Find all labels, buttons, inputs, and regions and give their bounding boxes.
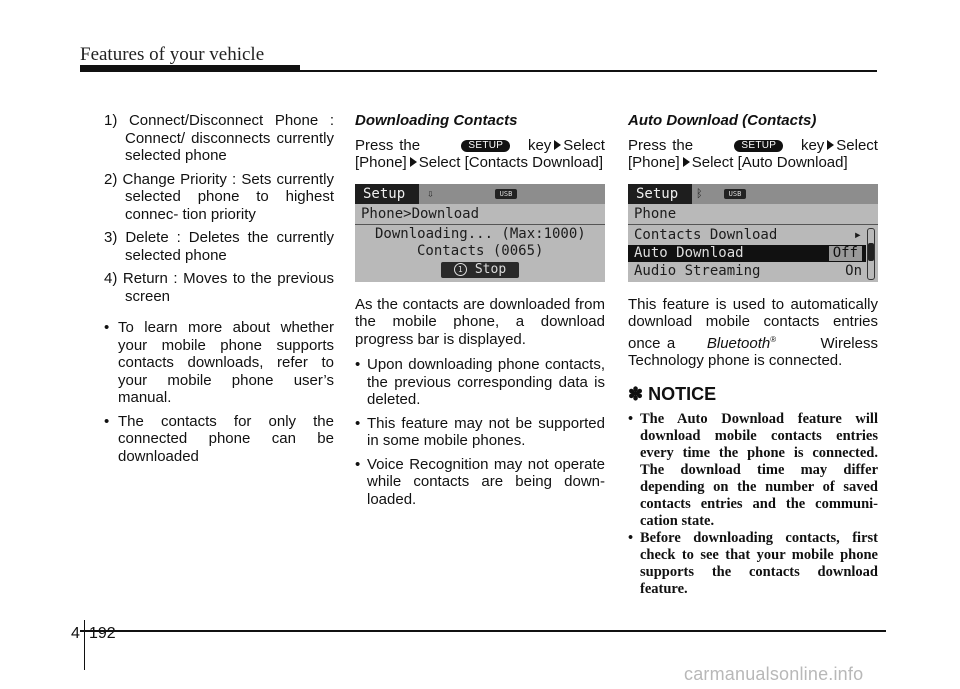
bullet-note: • Upon downloading phone contacts, the previous corresponding data is deleted.	[355, 356, 605, 409]
menu-item-desc-1: 1) Connect/Disconnect Phone : Connect/ disconnects currently selected phone	[104, 112, 334, 164]
arrow-right-icon	[410, 157, 417, 167]
screen-path: Phone	[634, 205, 677, 222]
instruction-text: Select [Contacts Download]	[418, 154, 603, 171]
usb-icon: USB	[495, 189, 517, 199]
menu-row-contacts-download[interactable]	[628, 227, 866, 244]
registered-mark: ®	[770, 334, 777, 344]
column-1	[104, 112, 334, 471]
instruction-paragraph	[628, 137, 878, 172]
notice-block	[628, 411, 878, 598]
menu-item-desc-2: 2) Change Priority : Sets currently selected phone to highest connec- tion priority	[104, 170, 334, 223]
screen-tab-setup: Setup	[355, 184, 419, 204]
footer-divider	[84, 620, 85, 670]
description-text: Wireless Technology phone is connected.	[628, 334, 878, 369]
screen-contacts-count: Contacts (0065)	[417, 242, 544, 259]
screen-tab-setup: Setup	[628, 184, 692, 204]
instruction-paragraph	[355, 137, 605, 172]
screen-progress-text: Downloading... (Max:1000)	[375, 225, 586, 242]
download-icon: ⇩	[427, 186, 434, 200]
description-paragraph: As the contacts are downloaded from the mobile phone, a download progress bar is displayed.	[355, 295, 605, 348]
setup-key-badge: SETUP	[734, 140, 783, 152]
instruction-text: key	[800, 136, 825, 154]
notice-heading: ✽ NOTICE	[628, 383, 717, 404]
bullet-note: • To learn more about whether your mobile phone supports contacts downloads, refer to your mobile phone user’s manual.	[104, 319, 334, 407]
header-rule-thin	[300, 70, 877, 72]
header-rule-thick	[80, 65, 300, 72]
instruction-text: Press the	[628, 136, 694, 154]
instruction-text: [Phone]	[355, 154, 407, 171]
row-label: Contacts Download	[634, 226, 778, 243]
menu-item-desc-4: 4) Return : Moves to the previous screen	[104, 270, 334, 305]
bullet-note: • The contacts for only the connected phone can be downloaded	[104, 413, 334, 466]
screen-path: Phone>Download	[361, 205, 480, 222]
section-heading-downloading-contacts: Downloading Contacts	[355, 112, 518, 129]
arrow-right-icon	[554, 140, 561, 150]
arrow-right-icon	[827, 140, 834, 150]
arrow-right-icon	[683, 157, 690, 167]
bullet-note: • Voice Recognition may not operate while contacts are being down- loaded.	[355, 456, 605, 509]
page-number: 192	[89, 625, 116, 642]
menu-row-auto-download[interactable]	[628, 245, 866, 262]
setup-key-badge: SETUP	[461, 140, 510, 152]
stop-label: Stop	[474, 261, 507, 277]
stop-button[interactable]	[441, 262, 519, 278]
toggle-value: On	[845, 262, 862, 279]
instruction-text: key	[527, 136, 552, 154]
screen-divider	[355, 224, 605, 225]
chevron-right-icon: ▸	[853, 226, 862, 243]
bullet-note: • This feature may not be supported in some mobile phones.	[355, 415, 605, 450]
section-heading-auto-download: Auto Download (Contacts)	[628, 112, 817, 129]
notice-bullet: • Before downloading contacts, first check to see that your mobile phone supports the contacts download feature.	[628, 530, 878, 598]
instruction-text: Select	[836, 136, 878, 154]
instruction-text: Select [Auto Download]	[691, 154, 848, 171]
screen-downloading	[355, 184, 605, 282]
bluetooth-word: Bluetooth	[706, 334, 771, 352]
watermark: carmanualsonline.info	[684, 664, 864, 684]
column-3	[628, 112, 878, 598]
row-label: Auto Download	[634, 244, 744, 261]
screen-auto-download	[628, 184, 878, 282]
column-2	[355, 112, 605, 514]
usb-icon: USB	[724, 189, 746, 199]
menu-row-audio-streaming[interactable]	[628, 263, 866, 280]
toggle-value: Off	[829, 246, 862, 261]
bluetooth-icon: ᛒ	[696, 186, 703, 200]
row-label: Audio Streaming	[634, 262, 761, 279]
instruction-text: [Phone]	[628, 154, 680, 171]
number-one-icon: 1	[454, 263, 467, 276]
instruction-text: Press the	[355, 136, 421, 154]
scrollbar-thumb[interactable]	[868, 243, 874, 261]
notice-bullet: • The Auto Download feature will download mobile contacts entries every time the phone is connected. The download time may differ depending on the number of saved contacts entries and the communi- cation state.	[628, 411, 878, 530]
chapter-number: 4	[71, 625, 80, 642]
screen-scrollbar[interactable]	[867, 228, 875, 280]
description-paragraph	[628, 296, 878, 370]
menu-item-desc-3: 3) Delete : Deletes the currently selected phone	[104, 229, 334, 264]
footer-rule	[80, 630, 886, 632]
page-header-title: Features of your vehicle	[80, 44, 265, 65]
description-text: This feature is used to automatically download mobile contacts entries once a	[628, 295, 878, 352]
instruction-text: Select	[563, 136, 605, 154]
screen-divider	[628, 224, 878, 225]
